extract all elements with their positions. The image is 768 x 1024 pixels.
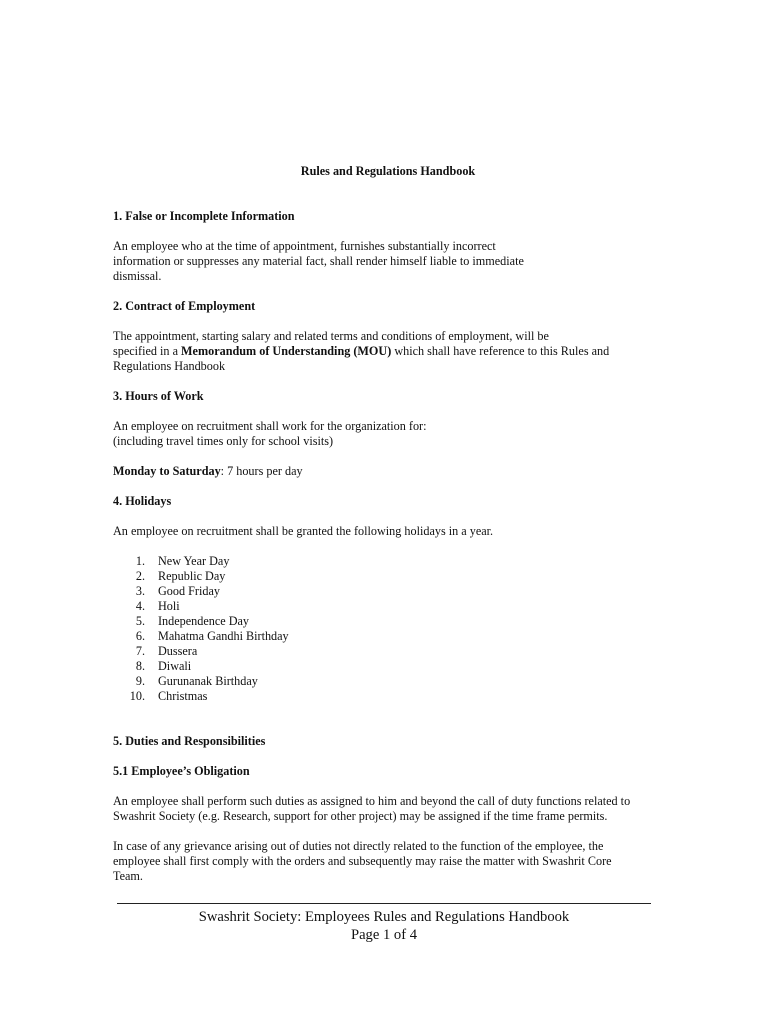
document-title: Rules and Regulations Handbook [300,164,476,178]
paragraph-false-information [113,239,653,284]
list-number: 3. [135,584,145,598]
work-schedule [113,464,653,479]
list-number: 2. [135,569,145,583]
list-item [113,629,653,644]
paragraph-line-with-bold [113,344,653,359]
paragraph-text: specified in a [113,344,182,358]
holiday-name: Mahatma Gandhi Birthday [158,629,289,643]
list-item [113,644,653,659]
section-heading-hours: 3. Hours of Work [113,389,204,403]
list-number: 10. [129,689,145,703]
list-number: 5. [135,614,145,628]
paragraph-line: dismissal. [113,269,162,283]
paragraph-line: (including travel times only for school visits) [113,434,334,448]
holiday-name: Dussera [158,644,198,658]
page-footer [117,903,651,944]
paragraph-line: Swashrit Society (e.g. Research, support for other project) may be assigned if the time frame permits. [113,809,608,823]
paragraph-hours [113,419,653,449]
schedule-days: Monday to Saturday [113,464,221,478]
paragraph-obligation [113,794,653,824]
paragraph-line: Team. [113,869,143,883]
document-body [113,164,653,899]
list-number: 4. [135,599,145,613]
list-number: 9. [135,674,145,688]
list-item [113,689,653,704]
list-item [113,584,653,599]
list-item [113,599,653,614]
paragraph-line: information or suppresses any material fact, shall render himself liable to immediate [113,254,524,268]
list-number: 7. [135,644,145,658]
paragraph-line: employee shall first comply with the orders and subsequently may raise the matter with Swashrit Core [113,854,612,868]
holiday-name: Good Friday [158,584,220,598]
list-item [113,614,653,629]
section-heading-duties: 5. Duties and Responsibilities [113,734,266,748]
paragraph-line: An employee who at the time of appointment, furnishes substantially incorrect [113,239,496,253]
list-number: 8. [135,659,145,673]
list-item [113,674,653,689]
holiday-name: Holi [158,599,180,613]
schedule-hours: : 7 hours per day [220,464,303,478]
list-number: 1. [135,554,145,568]
holiday-list [113,554,653,704]
list-item [113,554,653,569]
list-item [113,569,653,584]
paragraph-line: An employee on recruitment shall work for the organization for: [113,419,427,433]
paragraph-line: Regulations Handbook [113,359,226,373]
paragraph-grievance [113,839,653,884]
holiday-name: Republic Day [158,569,226,583]
paragraph-contract [113,329,653,374]
subsection-heading-obligation: 5.1 Employee’s Obligation [113,764,250,778]
list-item [113,659,653,674]
paragraph-line: In case of any grievance arising out of duties not directly related to the function of the employee, the [113,839,604,853]
page-number: Page 1 of 4 [350,927,418,943]
section-heading-contract: 2. Contract of Employment [113,299,256,313]
section-heading-false-information: 1. False or Incomplete Information [113,209,295,223]
holiday-name: Christmas [158,689,208,703]
mou-bold-text: Memorandum of Understanding (MOU) [181,344,392,358]
holidays-intro: An employee on recruitment shall be granted the following holidays in a year. [113,524,494,538]
holiday-name: Independence Day [158,614,250,628]
section-heading-holidays: 4. Holidays [113,494,172,508]
holiday-name: New Year Day [158,554,230,568]
footer-title: Swashrit Society: Employees Rules and Regulations Handbook [198,909,570,925]
paragraph-line: An employee shall perform such duties as assigned to him and beyond the call of duty functions related to [113,794,631,808]
list-number: 6. [135,629,145,643]
holiday-name: Diwali [158,659,192,673]
holiday-name: Gurunanak Birthday [158,674,258,688]
paragraph-text: which shall have reference to this Rules and [391,344,610,358]
paragraph-line: The appointment, starting salary and related terms and conditions of employment, will be [113,329,549,343]
